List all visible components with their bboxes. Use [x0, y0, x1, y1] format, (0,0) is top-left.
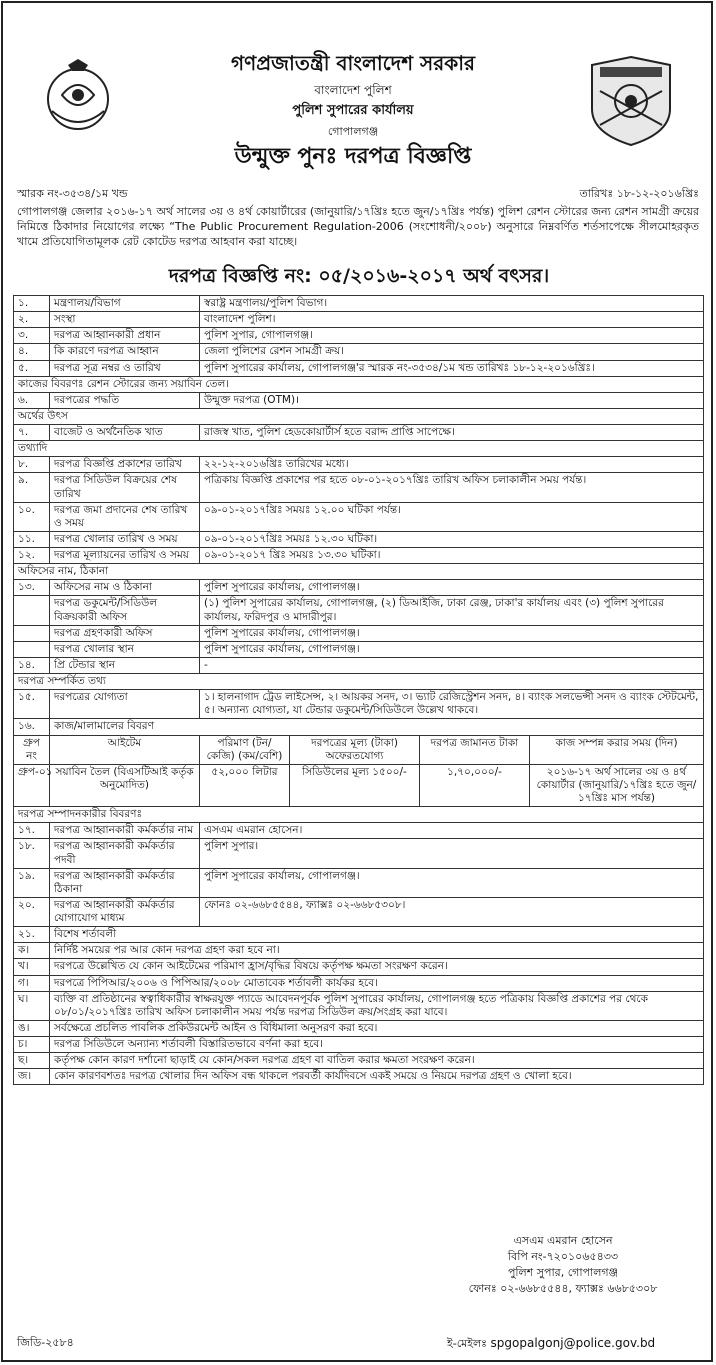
section-row [14, 441, 704, 457]
row-value: এসএম এমরান হোসেন। [200, 823, 704, 839]
table-row [14, 531, 704, 547]
table-row [14, 344, 704, 360]
row-label: দরপত্র আহ্বানকারী প্রধান [50, 328, 200, 344]
signer-title: পুলিশ সুপার, গোপালগঞ্জ [507, 1265, 619, 1279]
condition-text: সর্বক্ষেত্রে প্রচলিত পাবলিক প্রকিউরমেন্ট আইন ও বিধিমালা অনুসরণ করা হবে। [50, 1020, 704, 1036]
row-number: ১৬. [14, 719, 50, 735]
table-row [14, 897, 704, 926]
row-label: দরপত্র খোলার তারিখ ও সময় [50, 531, 200, 547]
section-heading: দরপত্র সম্পাদনকারীর বিবরণঃ [14, 807, 704, 823]
department-name: বাংলাদেশ পুলিশ [314, 83, 392, 97]
signer-bp: বিপি নং-৭২০১০৬৫৪৩৩ [507, 1249, 619, 1263]
row-value: ০৯-০১-২০১৭ খ্রিঃ সময়ঃ ১৩.৩০ ঘটিকা। [200, 548, 704, 564]
condition-number: ঙ। [14, 1020, 50, 1036]
section-heading: অফিসের নাম, ঠিকানা [14, 564, 704, 580]
goods-header-cell: পরিমাণ (টন/কেজি) (কম/বেশি) [200, 735, 290, 764]
row-label: সংস্থা [50, 312, 200, 328]
row-label: দরপত্র আহ্বানকারী কর্মকর্তার যোগাযোগ মাধ্যম [50, 897, 200, 926]
row-number: ১৩. [14, 580, 50, 596]
row-number: ১৪. [14, 657, 50, 673]
condition-text: নির্দিষ্ট সময়ের পর আর কোন দরপত্র গ্রহণ করা হবে না। [50, 943, 704, 959]
table-row [14, 548, 704, 564]
condition-number: জ। [14, 1069, 50, 1085]
office-name: পুলিশ সুপারের কার্যালয় [292, 103, 414, 118]
row-number: ৫. [14, 360, 50, 376]
condition-number: ছ। [14, 1053, 50, 1069]
goods-cell: ৫২,০০০ লিটার [200, 764, 290, 806]
row-number: ১৯. [14, 868, 50, 897]
row-number: ২০. [14, 897, 50, 926]
header [3, 3, 711, 183]
table-row [14, 296, 704, 312]
section-row [14, 408, 704, 424]
goods-cell: ২০১৬-১৭ অর্থ সালের ৩য় ও ৪র্থ কোয়ার্টার (জানুয়ারি/১৭খ্রিঃ হতে জুন/১৭খ্রিঃ মাস পর্যন্ত) [530, 764, 704, 806]
row-number: ১৫. [14, 690, 50, 719]
condition-number: খ। [14, 959, 50, 975]
row-number [14, 596, 50, 625]
row-label: দরপত্র আহ্বানকারী কর্মকর্তার ঠিকানা [50, 868, 200, 897]
signature-block [443, 1233, 683, 1297]
row-value: পুলিশ সুপারের কার্যালয়, গোপালগঞ্জ। [200, 625, 704, 641]
condition-text: দরপত্র সিডিউলে অন্যান্য শর্তাবলী বিস্তারিতভাবে বর্ণনা করা হবে। [50, 1037, 704, 1053]
section-row [14, 807, 704, 823]
section-heading: কাজের বিবরণঃ রেশন স্টোরের জন্য সয়াবিন তেল। [14, 376, 704, 392]
government-title: গণপ্রজাতন্ত্রী বাংলাদেশ সরকার [231, 51, 475, 75]
memo-line [17, 187, 699, 201]
reference-code: জিডি-২৫৮৪ [17, 1336, 74, 1349]
goods-header-cell: দরপত্রের মূল্য (টাকা) অফেরতযোগ্য [290, 735, 420, 764]
goods-header-cell: কাজ সম্পন্ন করার সময় (দিন) [530, 735, 704, 764]
intro-paragraph: গোপালগঞ্জ জেলার ২০১৬-১৭ অর্থ সালের ৩য় ও ৪র্থ কোয়ার্টারের (জানুয়ারি/১৭খ্রিঃ হতে জুন/১৭খ্রিঃ পর্যন্ত) পুলিশ রেশন স্টোরের জন্য রেশন সামগ্রী ক্রয়ের নিমিত্তে ঠিকাদার নিয়োগের লক্ষ্যে “The Public Procurement Regulation-2006 (সংশোধনী/২০০৮) অনুসারে নিম্নবর্ণিত শর্তসাপেক্ষে সীলমোহরকৃত খামে প্রতিযোগিতামূলক রেট কোটেড দরপত্র আহবান করা যাচ্ছে। [17, 205, 699, 248]
row-label: প্রি টেন্ডার স্থান [50, 657, 200, 673]
table-row [14, 641, 704, 657]
row-value: ২২-১২-২০১৬খ্রিঃ তারিখের মধ্যে। [200, 457, 704, 473]
table-row [14, 690, 704, 719]
government-emblem-icon [38, 55, 118, 135]
row-value: পুলিশ সুপার, গোপালগঞ্জ। [200, 328, 704, 344]
row-number: ২. [14, 312, 50, 328]
row-number: ৯. [14, 473, 50, 502]
condition-text: কর্তৃপক্ষ কোন কারণ দর্শানো ছাড়াই যে কোন/সকল দরপত্র গ্রহণ বা বাতিল করার ক্ষমতা সংরক্ষণ করেন। [50, 1053, 704, 1069]
row-value: পুলিশ সুপারের কার্যালয়, গোপালগঞ্জ। [200, 580, 704, 596]
row-value: জেলা পুলিশের রেশন সামগ্রী ক্রয়। [200, 344, 704, 360]
row-number: ৮. [14, 457, 50, 473]
section-row [14, 674, 704, 690]
row-label: দরপত্র ডকুমেন্ট/সিডিউল বিক্রয়কারী অফিস [50, 596, 200, 625]
row-number [14, 641, 50, 657]
condition-number: ঘ। [14, 991, 50, 1020]
email-label: ই-মেইলঃ [447, 1337, 488, 1350]
row-value: পত্রিকায় বিজ্ঞপ্তি প্রকাশের পর হতে ০৮-০১-২০১৭খ্রিঃ তারিখ অফিস চলাকালীন সময় পর্যন্ত। [200, 473, 704, 502]
row-label: দরপত্রের যোগ্যতা [50, 690, 200, 719]
goods-cell: গ্রুপ-০১ [14, 764, 50, 806]
table-row [14, 425, 704, 441]
row-value: বাংলাদেশ পুলিশ। [200, 312, 704, 328]
table-row [14, 502, 704, 531]
section-heading: তথ্যাদি [14, 441, 704, 457]
row-value: - [200, 657, 704, 673]
row-value: পুলিশ সুপারের কার্যালয়, গোপালগঞ্জ'র স্মারক নং-৩৫৩৪/১ম খন্ড তারিখঃ ১৮-১২-২০১৬খ্রিঃ। [200, 360, 704, 376]
row-value: ০৯-০১-২০১৭খ্রিঃ সময়ঃ ১২.৩০ ঘটিকা। [200, 531, 704, 547]
row-label: দরপত্র খোলার স্থান [50, 641, 200, 657]
row-number: ১১. [14, 531, 50, 547]
section-heading: অর্থের উৎস [14, 408, 704, 424]
condition-number: গ। [14, 975, 50, 991]
row-label: দরপত্র সূত্র নম্বর ও তারিখ [50, 360, 200, 376]
table-row [14, 839, 704, 868]
row-label: দরপত্র আহ্বানকারী কর্মকর্তার নাম [50, 823, 200, 839]
row-label: দরপত্র সিডিউল বিক্রয়ের শেষ তারিখ [50, 473, 200, 502]
condition-row [14, 943, 704, 959]
row-label: দরপত্র মূল্যায়নের তারিখ ও সময় [50, 548, 200, 564]
tender-table [13, 295, 704, 1085]
signer-name: এসএম এমরান হোসেন [513, 1234, 613, 1247]
section-row [14, 564, 704, 580]
condition-row [14, 1037, 704, 1053]
condition-row [14, 1069, 704, 1085]
row-value: পুলিশ সুপারের কার্যালয়, গোপালগঞ্জ। [200, 868, 704, 897]
goods-header-cell: গ্রুপ নং [14, 735, 50, 764]
signer-contact: ফোনঃ ০২-৬৬৮৫৫৪৪, ফ্যাক্সঃ ৬৬৮৫৩০৮ [468, 1281, 658, 1295]
goods-header-cell: আইটেম [50, 735, 200, 764]
police-badge-icon [586, 53, 676, 149]
row-number: ১৭. [14, 823, 50, 839]
district-name: গোপালগঞ্জ [327, 125, 379, 138]
condition-row [14, 991, 704, 1020]
table-row [14, 312, 704, 328]
goods-header-row [14, 735, 704, 764]
email-line [447, 1336, 655, 1351]
goods-header-cell: দরপত্র জামানত টাকা [420, 735, 530, 764]
memo-date: তারিখঃ ১৮-১২-২০১৬খ্রিঃ [579, 187, 699, 200]
row-label: অফিসের নাম ও ঠিকানা [50, 580, 200, 596]
row-number: ১০. [14, 502, 50, 531]
goods-cell: সিডিউলের মূল্য ১৫০০/- [290, 764, 420, 806]
row-value: ০৯-০১-২০১৭খ্রিঃ সময়ঃ ১২.০০ ঘটিকা পর্যন্ত। [200, 502, 704, 531]
table-row [14, 719, 704, 735]
row-label: দরপত্র বিজ্ঞপ্তি প্রকাশের তারিখ [50, 457, 200, 473]
row-label: মন্ত্রণালয়/বিভাগ [50, 296, 200, 312]
goods-cell: সয়াবিন তৈল (বিএসটিআই কর্তৃক অনুমোদিত) [50, 764, 200, 806]
table-row [14, 596, 704, 625]
table-row [14, 927, 704, 943]
condition-row [14, 1020, 704, 1036]
row-number: ৩. [14, 328, 50, 344]
condition-text: দরপত্রে উল্লেখিত যে কোন আইটেমের পরিমাণ হ্রাস/বৃদ্ধির বিষয়ে কর্তৃপক্ষ ক্ষমতা সংরক্ষণ করেন। [50, 959, 704, 975]
condition-text: কোন কারণবশতঃ দরপত্র খোলার দিন অফিস বন্ধ থাকলে পরবর্তী কার্যদিবসে একই সময়ে ও নিয়মে দরপত্র গ্রহণ ও খোলা হবে। [50, 1069, 704, 1085]
row-number [14, 625, 50, 641]
table-row [14, 473, 704, 502]
condition-text: দরপত্রে পিপিআর/২০০৬ ও পিপিআর/২০০৮ মোতাবেক শর্তাবলী কার্যকর হবে। [50, 975, 704, 991]
notice-page [1, 1, 713, 1362]
memo-number: স্মারক নং-৩৫৩৪/১ম খন্ড [17, 187, 128, 200]
table-row [14, 328, 704, 344]
row-value: রাজস্ব খাত, পুলিশ হেডকোয়ার্টার্স হতে বরাদ্দ প্রাপ্তি সাপেক্ষে। [200, 425, 704, 441]
row-value: (১) পুলিশ সুপারের কার্যালয়, গোপালগঞ্জ, (২) ডিআইজি, ঢাকা রেঞ্জ, ঢাকা'র কার্যালয় এবং (৩) পুলিশ সুপারের কার্যালয়, ফরিদপুর ও মাদারীপুর। [200, 596, 704, 625]
section-row [14, 376, 704, 392]
condition-number: ক। [14, 943, 50, 959]
table-row [14, 657, 704, 673]
row-value: ১। হালনাগাদ ট্রেড লাইসেন্স, ২। আয়কর সনদ, ৩। ভ্যাট রেজিস্ট্রেশন সনদ, ৪। ব্যাংক সলভেন্সী সনদ ও ব্যাংক স্টেটমেন্ট, ৫। অন্যান্য যোগ্যতা, যা টেন্ডার ডকুমেন্ট/সিডিউলে উল্লেখ থাকবে। [200, 690, 704, 719]
condition-row [14, 1053, 704, 1069]
notice-title: উন্মুক্ত পুনঃ দরপত্র বিজ্ঞপ্তি [234, 144, 472, 169]
row-label: কাজ/মালামালের বিবরণ [50, 719, 704, 735]
goods-cell: ১,৭০,০০০/- [420, 764, 530, 806]
row-value: পুলিশ সুপার। [200, 839, 704, 868]
table-row [14, 360, 704, 376]
row-label: বিশেষ শর্তাবলী [50, 927, 704, 943]
row-number: ১২. [14, 548, 50, 564]
table-row [14, 868, 704, 897]
table-row [14, 392, 704, 408]
section-heading: দরপত্র সম্পর্কিত তথ্য [14, 674, 704, 690]
row-number: ১. [14, 296, 50, 312]
condition-row [14, 959, 704, 975]
row-label: দরপত্র জমা প্রদানের শেষ তারিখ ও সময় [50, 502, 200, 531]
row-label: দরপত্রের পদ্ধতি [50, 392, 200, 408]
condition-row [14, 975, 704, 991]
row-label: দরপত্র আহ্বানকারী কর্মকর্তার পদবী [50, 839, 200, 868]
condition-number: চ। [14, 1037, 50, 1053]
row-number: ৭. [14, 425, 50, 441]
row-number: ৪. [14, 344, 50, 360]
condition-text: ব্যক্তি বা প্রতিষ্ঠানের স্বত্বাধিকারীর স্বাক্ষরযুক্ত প্যাডে আবেদনপূর্বক পুলিশ সুপারের কার্যালয়, গোপালগঞ্জ হতে পত্রিকায় বিজ্ঞপ্তি প্রকাশের পর থেকে ০৮/০১/২০১৭খ্রিঃ তারিখ অফিস চলাকালীন সময় পর্যন্ত দরপত্র সিডিউল ক্রয়/সংগ্রহ করা যাবে। [50, 991, 704, 1020]
row-value: স্বরাষ্ট্র মন্ত্রণালয়/পুলিশ বিভাগ। [200, 296, 704, 312]
row-number: ২১. [14, 927, 50, 943]
row-value: পুলিশ সুপারের কার্যালয়, গোপালগঞ্জ। [200, 641, 704, 657]
table-row [14, 823, 704, 839]
table-row [14, 457, 704, 473]
goods-row [14, 764, 704, 806]
row-value: ফোনঃ ০২-৬৬৮৫৫৪৪, ফ্যাক্সঃ ০২-৬৬৮৫৩০৮। [200, 897, 704, 926]
row-label: দরপত্র গ্রহণকারী অফিস [50, 625, 200, 641]
table-row [14, 580, 704, 596]
tender-heading: দরপত্র বিজ্ঞপ্তি নং: ০৫/২০১৬-২০১৭ অর্থ বৎসর। [168, 265, 550, 287]
row-number: ১৮. [14, 839, 50, 868]
row-label: কি কারণে দরপত্র আহ্বান [50, 344, 200, 360]
row-value: উন্মুক্ত দরপত্র (OTM)। [200, 392, 704, 408]
row-label: বাজেট ও অর্থনৈতিক খাত [50, 425, 200, 441]
email-link[interactable]: spgopalgonj@police.gov.bd [490, 1336, 656, 1350]
table-row [14, 625, 704, 641]
row-number: ৬. [14, 392, 50, 408]
